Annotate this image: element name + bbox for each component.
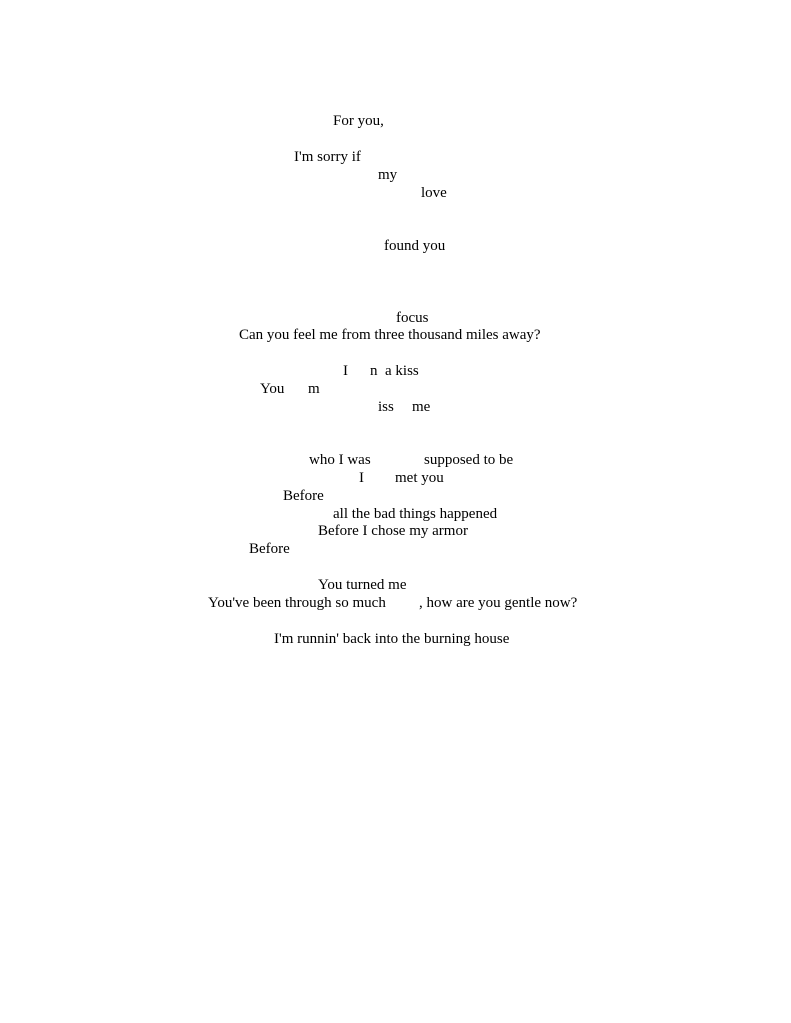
poem-fragment-iss: iss <box>378 399 394 415</box>
poem-fragment-supposed-to-be: supposed to be <box>424 452 514 468</box>
poem-word-love: love <box>421 185 447 201</box>
poem-fragment-n: n <box>370 363 378 379</box>
poem-line-chose-armor: Before I chose my armor <box>318 523 468 539</box>
poem-fragment-i-2: I <box>359 470 364 486</box>
poem-line-burning-house: I'm runnin' back into the burning house <box>274 631 510 647</box>
poem-fragment-i: I <box>343 363 348 379</box>
poem-fragment-been-through: You've been through so much <box>208 595 386 611</box>
poem-fragment-met-you: met you <box>395 470 444 486</box>
poem-fragment-gentle-now: , how are you gentle now? <box>419 595 578 611</box>
poem-word-focus: focus <box>396 310 429 326</box>
poem-line-found-you: found you <box>384 238 446 254</box>
poem-word-my: my <box>378 167 398 183</box>
poem-word-before-2: Before <box>249 541 290 557</box>
poem-fragment-me: me <box>412 399 431 415</box>
poem-line-turned-me: You turned me <box>318 577 407 593</box>
poem-fragment-m: m <box>308 381 320 397</box>
poem-line-bad-things: all the bad things happened <box>333 506 498 522</box>
poem-fragment-a-kiss: a kiss <box>385 363 419 379</box>
poem-fragment-who-i-was: who I was <box>309 452 371 468</box>
poem-line-three-thousand-miles: Can you feel me from three thousand miles away? <box>239 327 541 343</box>
poem-line-sorry-if: I'm sorry if <box>294 149 361 165</box>
poem-line-for-you: For you, <box>333 113 384 129</box>
poem-fragment-you: You <box>260 381 285 397</box>
poem-word-before-1: Before <box>283 488 324 504</box>
